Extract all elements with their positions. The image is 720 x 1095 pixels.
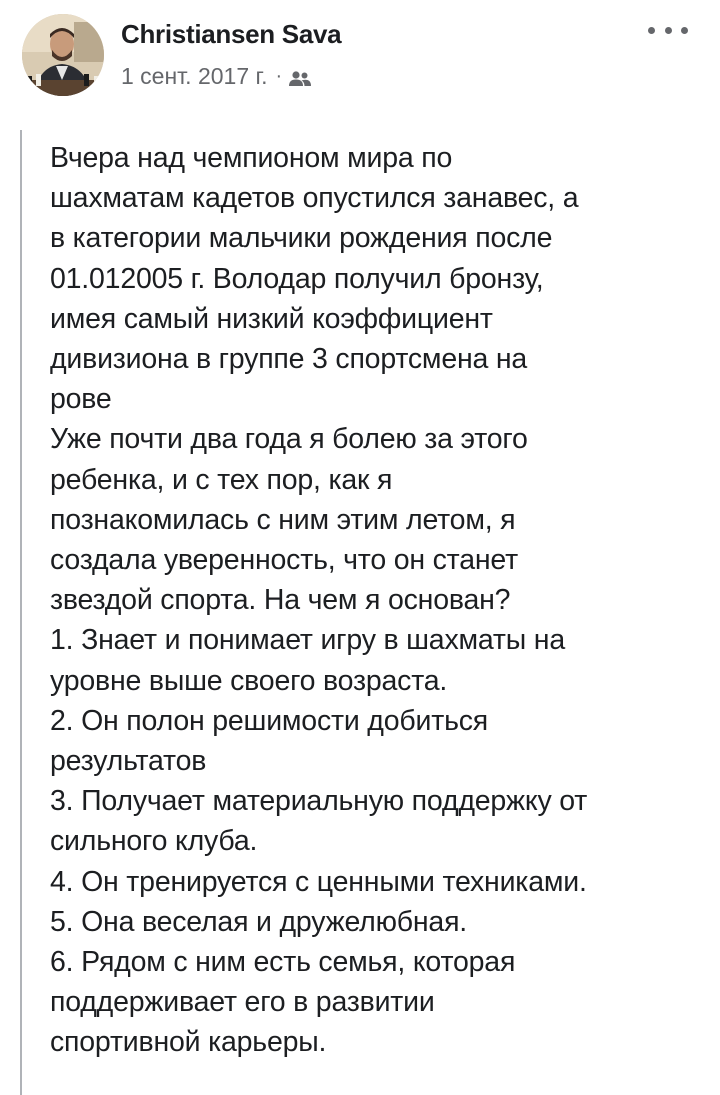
post-text-line: имея самый низкий коэффициент — [50, 302, 493, 335]
post-date[interactable]: 1 сент. 2017 г. — [121, 62, 268, 89]
post-text-line: 4. Он тренируется с ценными техниками. — [50, 865, 587, 898]
profile-photo-icon — [22, 14, 104, 96]
author-name[interactable]: Christiansen Sava — [121, 19, 342, 49]
post-text-line: 2. Он полон решимости добиться — [50, 704, 489, 737]
post-text-line: 6. Рядом с ним есть семья, которая — [50, 946, 516, 979]
post-text-line: создала уверенность, что он станет — [50, 544, 518, 577]
avatar[interactable] — [22, 14, 104, 96]
post-text-line: ребенка, и с тех пор, как я — [50, 463, 393, 496]
post-text-line: 1. Знает и понимает игру в шахматы на — [50, 624, 565, 657]
post-text-line: 3. Получает материальную поддержку от — [50, 785, 588, 818]
post-text-line: в категории мальчики рождения после — [50, 222, 553, 255]
post-text-line: уровне выше своего возраста. — [50, 664, 448, 697]
post-header — [0, 0, 720, 110]
post-text-line: дивизиона в группе 3 спортсмена на — [50, 343, 528, 376]
post-text-line: шахматам кадетов опустился занавес, а — [50, 182, 579, 215]
more-options-icon — [665, 27, 672, 34]
friends-icon — [288, 67, 312, 85]
post-text-line: Вчера над чемпионом мира по — [50, 142, 453, 174]
post-text-line: поддерживает его в развитии — [50, 986, 435, 1019]
more-options-icon — [648, 27, 655, 34]
post-text-line: Уже почти два года я болею за этого — [50, 423, 528, 456]
post-text-line: познакомилась с ним этим летом, я — [50, 503, 516, 536]
post-meta — [121, 62, 312, 90]
post-text-line: 5. Она веселая и дружелюбная. — [50, 905, 468, 938]
post-text-line: рове — [50, 383, 112, 416]
meta-separator: · — [275, 64, 283, 87]
post-text — [50, 138, 700, 1063]
post-text-line: спортивной карьеры. — [50, 1026, 327, 1059]
more-options-icon — [681, 27, 688, 34]
post-text-line: сильного клуба. — [50, 825, 258, 858]
more-options-button[interactable] — [648, 20, 688, 40]
post-text-line: 01.012005 г. Володар получил бронзу, — [50, 262, 544, 295]
post-text-line: звездой спорта. На чем я основан? — [50, 584, 511, 617]
post-text-line: результатов — [50, 745, 207, 778]
quote-rule — [20, 130, 22, 1095]
